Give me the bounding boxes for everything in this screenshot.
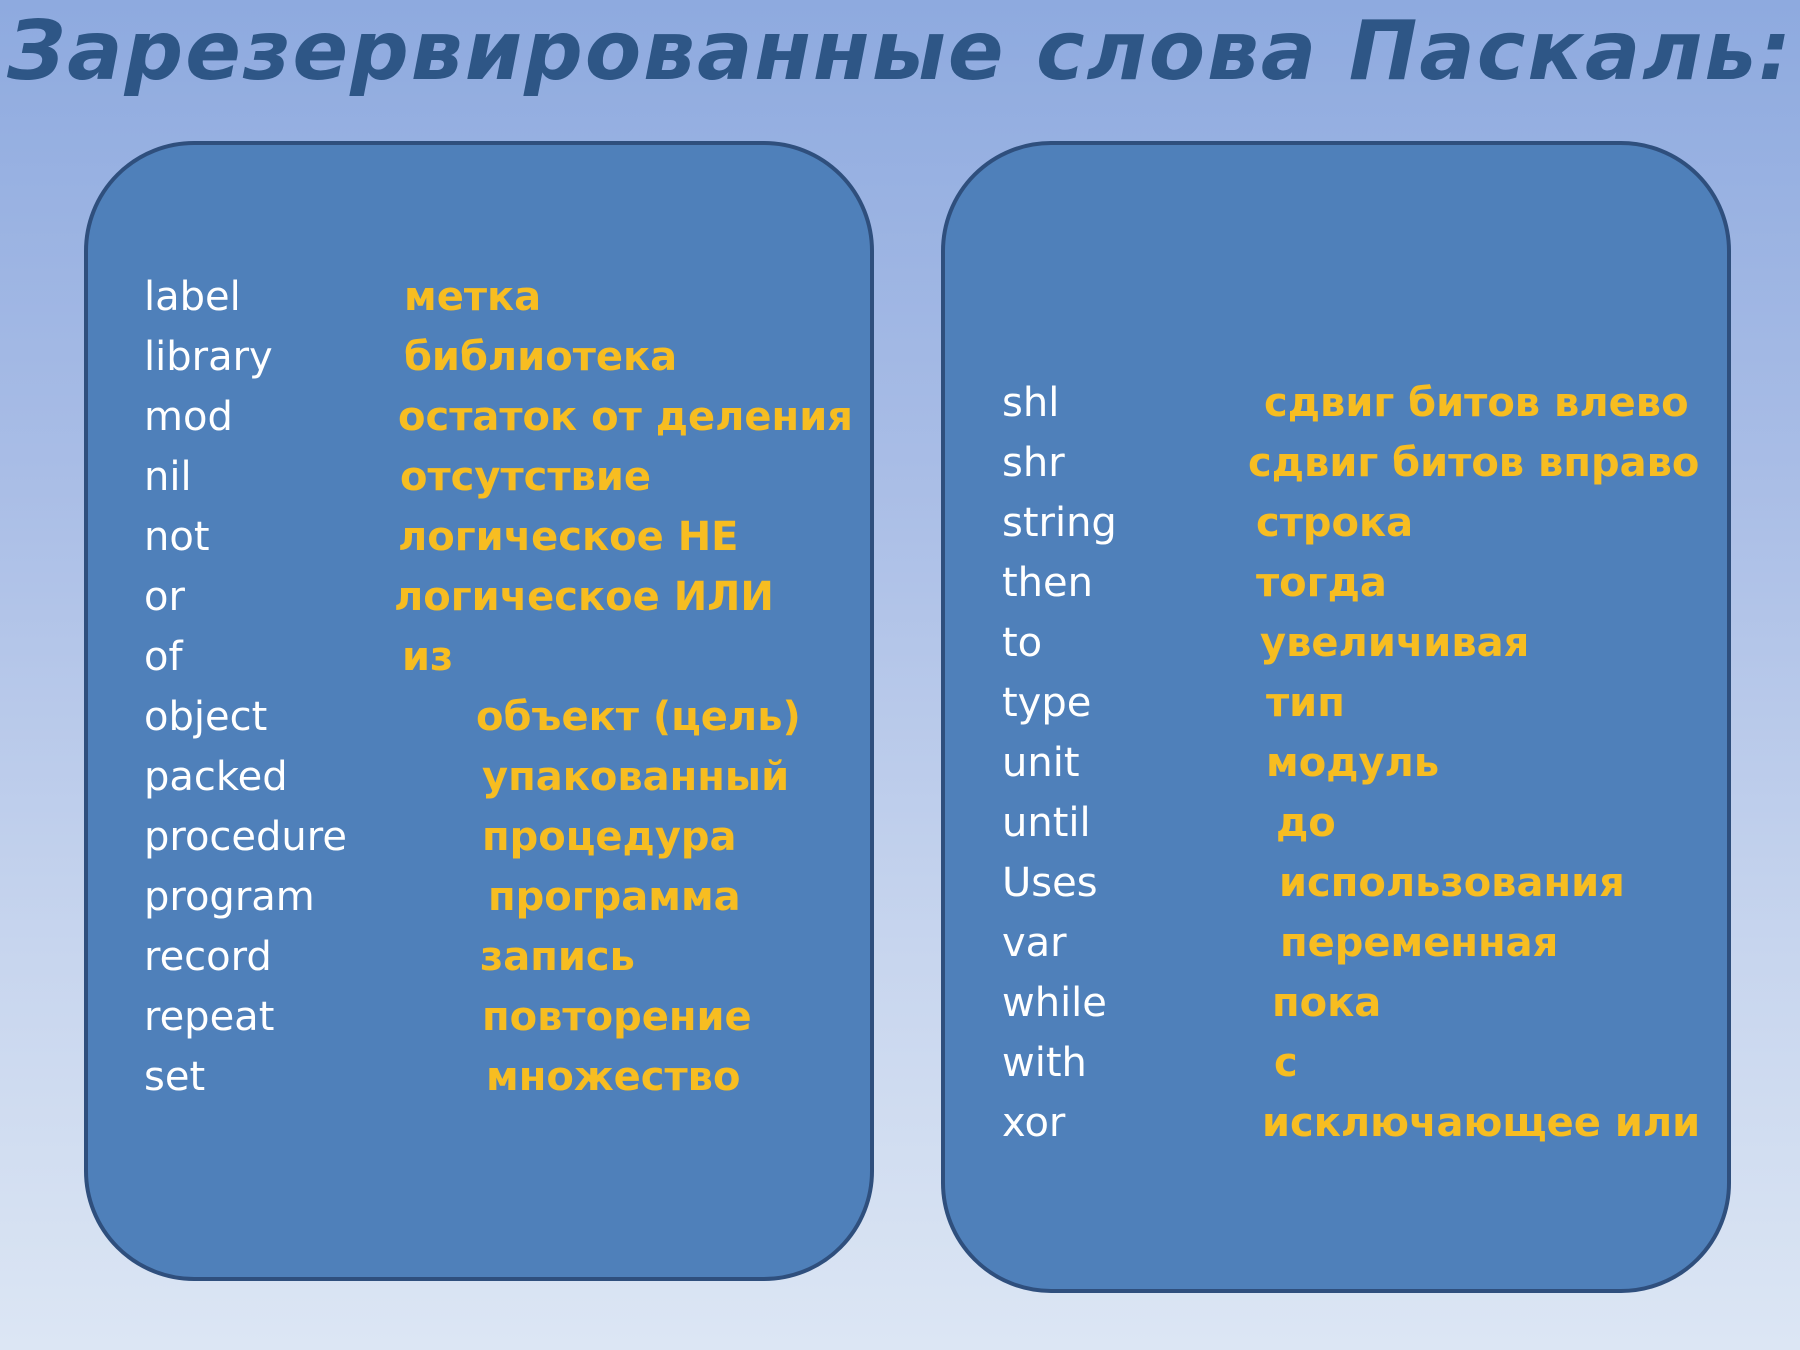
translation: сдвиг битов вправо <box>1248 440 1700 486</box>
keyword: xor <box>1002 1100 1066 1146</box>
keyword: nil <box>144 454 192 500</box>
keyword-row <box>144 927 853 987</box>
keyword-row <box>144 807 853 867</box>
slide-title: Зарезервированные слова Паскаль: <box>6 4 1794 99</box>
translation: тип <box>1266 680 1345 726</box>
translation: пока <box>1272 980 1382 1026</box>
keyword-row <box>144 987 853 1047</box>
keyword: of <box>144 634 183 680</box>
keyword-row <box>144 1047 853 1107</box>
keyword-row <box>1002 913 1700 973</box>
translation: увеличивая <box>1260 620 1530 666</box>
keyword-row <box>144 867 853 927</box>
translation: тогда <box>1256 560 1387 606</box>
translation: логическое ИЛИ <box>394 574 774 620</box>
keyword: type <box>1002 680 1092 726</box>
keyword: Uses <box>1002 860 1098 906</box>
keyword-row <box>1002 613 1700 673</box>
keyword-row <box>1002 1033 1700 1093</box>
keyword-row <box>1002 553 1700 613</box>
keyword-row <box>1002 793 1700 853</box>
keyword-row <box>144 627 853 687</box>
translation: из <box>402 634 454 680</box>
translation: множество <box>486 1054 741 1100</box>
keyword: string <box>1002 500 1117 546</box>
keyword: mod <box>144 394 233 440</box>
keyword: library <box>144 334 273 380</box>
keyword: procedure <box>144 814 347 860</box>
keyword-row <box>1002 433 1700 493</box>
translation: повторение <box>482 994 752 1040</box>
translation: процедура <box>482 814 737 860</box>
translation: строка <box>1256 500 1414 546</box>
keyword: not <box>144 514 210 560</box>
keyword: var <box>1002 920 1067 966</box>
keyword: unit <box>1002 740 1080 786</box>
keyword: then <box>1002 560 1093 606</box>
translation: переменная <box>1280 920 1559 966</box>
keyword-row <box>144 687 853 747</box>
keyword: or <box>144 574 185 620</box>
keyword: to <box>1002 620 1043 666</box>
translation: логическое НЕ <box>398 514 739 560</box>
keyword-row <box>1002 973 1700 1033</box>
keyword: repeat <box>144 994 275 1040</box>
keyword: record <box>144 934 272 980</box>
translation: запись <box>480 934 635 980</box>
keyword: set <box>144 1054 206 1100</box>
translation: метка <box>404 274 542 320</box>
keyword-row <box>144 267 853 327</box>
translation: модуль <box>1266 740 1440 786</box>
translation: программа <box>488 874 741 920</box>
translation: использования <box>1279 860 1625 906</box>
left-keyword-panel <box>84 141 874 1281</box>
right-keyword-panel <box>941 141 1731 1293</box>
keyword: with <box>1002 1040 1087 1086</box>
translation: объект (цель) <box>476 694 801 740</box>
keyword: label <box>144 274 241 320</box>
translation: с <box>1274 1040 1298 1086</box>
translation: библиотека <box>404 334 678 380</box>
keyword: shl <box>1002 380 1060 426</box>
right-keyword-list <box>1002 373 1700 1153</box>
translation: сдвиг битов влево <box>1264 380 1689 426</box>
translation: исключающее или <box>1262 1100 1701 1146</box>
keyword-row <box>144 387 853 447</box>
left-keyword-list <box>144 267 853 1107</box>
keyword-row <box>144 507 853 567</box>
keyword-row <box>144 447 853 507</box>
translation: до <box>1276 800 1336 846</box>
keyword: program <box>144 874 315 920</box>
keyword-row <box>1002 853 1700 913</box>
keyword: packed <box>144 754 288 800</box>
keyword-row <box>144 567 853 627</box>
translation: остаток от деления <box>398 394 853 440</box>
keyword-row <box>1002 733 1700 793</box>
keyword-row <box>1002 1093 1700 1153</box>
translation: отсутствие <box>400 454 651 500</box>
keyword-row <box>1002 373 1700 433</box>
keyword-row <box>1002 493 1700 553</box>
keyword-row <box>144 327 853 387</box>
keyword-row <box>144 747 853 807</box>
keyword: until <box>1002 800 1091 846</box>
keyword: while <box>1002 980 1107 1026</box>
keyword: shr <box>1002 440 1065 486</box>
keyword-row <box>1002 673 1700 733</box>
translation: упакованный <box>482 754 790 800</box>
keyword: object <box>144 694 268 740</box>
